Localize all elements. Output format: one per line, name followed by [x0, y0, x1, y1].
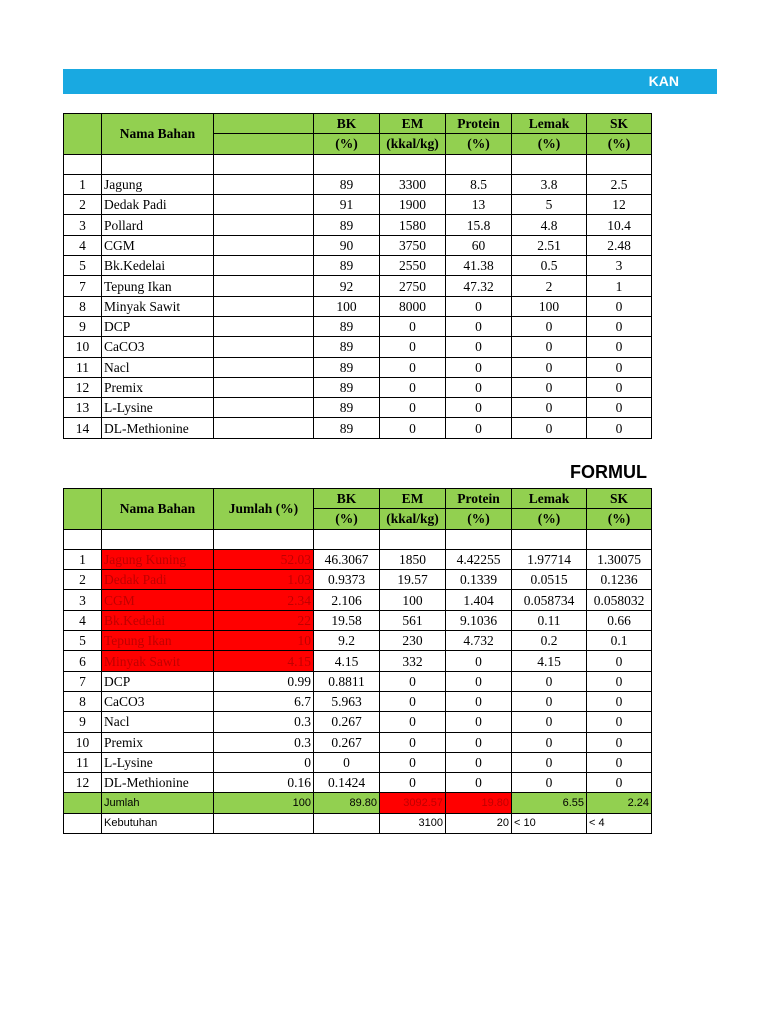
table-row [64, 337, 652, 357]
cell-sk: 0 [587, 418, 652, 438]
cell-protein: 0 [446, 752, 512, 772]
cell-jumlah: 1.03 [214, 570, 314, 590]
cell-lemak: 4.15 [512, 651, 587, 671]
header-blank [214, 134, 314, 154]
cell-sk: 0 [587, 712, 652, 732]
cell-sk: 0 [587, 671, 652, 691]
cell-no: 1 [64, 549, 102, 569]
kebutuhan-protein: 20 [446, 813, 512, 833]
cell-no: 12 [64, 377, 102, 397]
unit-protein: (%) [446, 134, 512, 154]
table-row [64, 732, 652, 752]
cell-bk: 0.1424 [314, 773, 380, 793]
cell-bk: 89 [314, 337, 380, 357]
cell-sk: 0 [587, 773, 652, 793]
cell-nama-bahan: DL-Methionine [102, 418, 214, 438]
cell-jumlah: 0 [214, 752, 314, 772]
cell-no: 4 [64, 610, 102, 630]
cell-em: 8000 [380, 296, 446, 316]
cell-sk: 0 [587, 357, 652, 377]
table-row [64, 773, 652, 793]
unit-sk: (%) [587, 509, 652, 529]
cell-no: 6 [64, 651, 102, 671]
table-row [64, 296, 652, 316]
kebutuhan-row [64, 813, 652, 833]
cell-sk: 0.058032 [587, 590, 652, 610]
cell-sk: 0 [587, 651, 652, 671]
cell-em: 1850 [380, 549, 446, 569]
cell-blank [64, 813, 102, 833]
table-row [64, 195, 652, 215]
cell-bk: 89 [314, 398, 380, 418]
cell-blank [214, 418, 314, 438]
cell-lemak: 0.11 [512, 610, 587, 630]
table-row [64, 215, 652, 235]
cell-em: 1580 [380, 215, 446, 235]
table-row [64, 357, 652, 377]
table-row [64, 651, 652, 671]
cell-sk: 0 [587, 316, 652, 336]
cell-sk: 1.30075 [587, 549, 652, 569]
cell-no: 11 [64, 752, 102, 772]
cell-nama-bahan: DCP [102, 671, 214, 691]
cell-bk: 91 [314, 195, 380, 215]
cell-lemak: 5 [512, 195, 587, 215]
empty-row [64, 154, 652, 174]
cell-bk: 89 [314, 418, 380, 438]
cell-lemak: 0.2 [512, 631, 587, 651]
cell-sk: 0.1 [587, 631, 652, 651]
header-em: EM [380, 114, 446, 134]
cell-lemak: 0 [512, 752, 587, 772]
cell-protein: 60 [446, 235, 512, 255]
cell-bk: 46.3067 [314, 549, 380, 569]
header-no [64, 489, 102, 530]
header-sk: SK [587, 114, 652, 134]
cell-nama-bahan: L-Lysine [102, 752, 214, 772]
formulation-table [63, 488, 652, 834]
cell-jumlah: 0.3 [214, 712, 314, 732]
cell-nama-bahan: CaCO3 [102, 337, 214, 357]
cell-protein: 0.1339 [446, 570, 512, 590]
cell-lemak: 0 [512, 712, 587, 732]
cell-sk: 2.48 [587, 235, 652, 255]
table-row [64, 256, 652, 276]
cell-no: 9 [64, 316, 102, 336]
cell-em: 0 [380, 398, 446, 418]
cell-protein: 9.1036 [446, 610, 512, 630]
cell-nama-bahan: Jagung [102, 174, 214, 194]
cell-em: 0 [380, 752, 446, 772]
cell-nama-bahan: DCP [102, 316, 214, 336]
cell-blank [214, 813, 314, 833]
cell-protein: 0 [446, 377, 512, 397]
cell-bk: 5.963 [314, 691, 380, 711]
cell-blank [214, 235, 314, 255]
cell-no: 2 [64, 195, 102, 215]
cell-bk: 0.8811 [314, 671, 380, 691]
cell-lemak: 0.058734 [512, 590, 587, 610]
cell-em: 1900 [380, 195, 446, 215]
cell-em: 19.57 [380, 570, 446, 590]
cell-blank [214, 276, 314, 296]
cell-no: 5 [64, 631, 102, 651]
cell-sk: 0.1236 [587, 570, 652, 590]
cell-no: 13 [64, 398, 102, 418]
cell-protein: 0 [446, 712, 512, 732]
cell-protein: 41.38 [446, 256, 512, 276]
cell-jumlah: 52.03 [214, 549, 314, 569]
header-protein: Protein [446, 114, 512, 134]
unit-protein: (%) [446, 509, 512, 529]
cell-protein: 4.42255 [446, 549, 512, 569]
cell-lemak: 0.5 [512, 256, 587, 276]
total-protein: 19.80 [446, 793, 512, 813]
cell-protein: 4.732 [446, 631, 512, 651]
cell-bk: 19.58 [314, 610, 380, 630]
cell-lemak: 3.8 [512, 174, 587, 194]
cell-bk: 89 [314, 174, 380, 194]
cell-no: 7 [64, 671, 102, 691]
cell-nama-bahan: Premix [102, 732, 214, 752]
cell-sk: 0 [587, 296, 652, 316]
cell-jumlah: 10 [214, 631, 314, 651]
cell-em: 3300 [380, 174, 446, 194]
total-label: Jumlah [102, 793, 214, 813]
cell-bk: 92 [314, 276, 380, 296]
cell-bk: 89 [314, 357, 380, 377]
cell-protein: 0 [446, 418, 512, 438]
cell-lemak: 0 [512, 337, 587, 357]
header-bk: BK [314, 114, 380, 134]
cell-sk: 0 [587, 377, 652, 397]
cell-nama-bahan: Nacl [102, 712, 214, 732]
header-lemak: Lemak [512, 114, 587, 134]
cell-protein: 0 [446, 296, 512, 316]
cell-em: 3750 [380, 235, 446, 255]
cell-lemak: 0 [512, 316, 587, 336]
cell-lemak: 0 [512, 377, 587, 397]
cell-protein: 47.32 [446, 276, 512, 296]
unit-lemak: (%) [512, 134, 587, 154]
cell-lemak: 0 [512, 418, 587, 438]
cell-nama-bahan: Minyak Sawit [102, 296, 214, 316]
cell-blank [214, 337, 314, 357]
cell-jumlah: 6.7 [214, 691, 314, 711]
unit-em: (kkal/kg) [380, 509, 446, 529]
cell-bk: 90 [314, 235, 380, 255]
cell-lemak: 0 [512, 398, 587, 418]
cell-nama-bahan: Bk.Kedelai [102, 610, 214, 630]
cell-blank [314, 813, 380, 833]
cell-nama-bahan: Bk.Kedelai [102, 256, 214, 276]
cell-em: 561 [380, 610, 446, 630]
table-row [64, 316, 652, 336]
cell-no: 2 [64, 570, 102, 590]
cell-em: 0 [380, 357, 446, 377]
header-lemak: Lemak [512, 489, 587, 509]
header-em: EM [380, 489, 446, 509]
table-header-row [64, 114, 652, 134]
cell-em: 0 [380, 337, 446, 357]
cell-protein: 0 [446, 773, 512, 793]
cell-em: 0 [380, 316, 446, 336]
cell-blank [214, 174, 314, 194]
total-jumlah: 100 [214, 793, 314, 813]
cell-lemak: 0 [512, 732, 587, 752]
header-blank [214, 114, 314, 134]
cell-lemak: 0 [512, 691, 587, 711]
table-row [64, 610, 652, 630]
cell-no: 3 [64, 590, 102, 610]
cell-em: 100 [380, 590, 446, 610]
table-row [64, 712, 652, 732]
cell-em: 2750 [380, 276, 446, 296]
ingredient-table [63, 113, 652, 439]
cell-em: 0 [380, 712, 446, 732]
cell-bk: 9.2 [314, 631, 380, 651]
cell-lemak: 4.8 [512, 215, 587, 235]
section-title-formulasi: FORMUL [570, 462, 647, 482]
cell-em: 0 [380, 691, 446, 711]
kebutuhan-label: Kebutuhan [102, 813, 214, 833]
cell-no: 1 [64, 174, 102, 194]
total-sk: 2.24 [587, 793, 652, 813]
cell-protein: 0 [446, 398, 512, 418]
cell-protein: 0 [446, 337, 512, 357]
cell-sk: 2.5 [587, 174, 652, 194]
cell-em: 2550 [380, 256, 446, 276]
cell-nama-bahan: Tepung Ikan [102, 276, 214, 296]
cell-no: 8 [64, 691, 102, 711]
cell-protein: 0 [446, 651, 512, 671]
cell-protein: 13 [446, 195, 512, 215]
cell-sk: 0 [587, 691, 652, 711]
cell-protein: 0 [446, 671, 512, 691]
unit-bk: (%) [314, 509, 380, 529]
header-protein: Protein [446, 489, 512, 509]
header-nama-bahan: Nama Bahan [102, 489, 214, 530]
cell-nama-bahan: Dedak Padi [102, 570, 214, 590]
cell-protein: 15.8 [446, 215, 512, 235]
unit-bk: (%) [314, 134, 380, 154]
cell-lemak: 1.97714 [512, 549, 587, 569]
cell-lemak: 0 [512, 671, 587, 691]
cell-nama-bahan: Pollard [102, 215, 214, 235]
cell-blank [214, 195, 314, 215]
kebutuhan-em: 3100 [380, 813, 446, 833]
cell-em: 230 [380, 631, 446, 651]
cell-nama-bahan: Tepung Ikan [102, 631, 214, 651]
cell-nama-bahan: CGM [102, 590, 214, 610]
cell-no: 9 [64, 712, 102, 732]
cell-bk: 0 [314, 752, 380, 772]
cell-bk: 100 [314, 296, 380, 316]
cell-sk: 0 [587, 398, 652, 418]
cell-protein: 8.5 [446, 174, 512, 194]
cell-bk: 0.267 [314, 732, 380, 752]
cell-bk: 89 [314, 215, 380, 235]
table-row [64, 235, 652, 255]
cell-em: 332 [380, 651, 446, 671]
cell-jumlah: 4.15 [214, 651, 314, 671]
cell-jumlah: 0.16 [214, 773, 314, 793]
cell-no: 14 [64, 418, 102, 438]
kebutuhan-lemak: < 10 [512, 813, 587, 833]
cell-no: 11 [64, 357, 102, 377]
cell-no: 10 [64, 732, 102, 752]
cell-sk: 0 [587, 752, 652, 772]
cell-em: 0 [380, 773, 446, 793]
unit-lemak: (%) [512, 509, 587, 529]
cell-bk: 89 [314, 377, 380, 397]
cell-no: 3 [64, 215, 102, 235]
cell-protein: 1.404 [446, 590, 512, 610]
cell-blank [214, 398, 314, 418]
title-banner [63, 69, 717, 94]
cell-jumlah: 22 [214, 610, 314, 630]
cell-blank [214, 316, 314, 336]
cell-sk: 10.4 [587, 215, 652, 235]
total-bk: 89.80 [314, 793, 380, 813]
cell-lemak: 2.51 [512, 235, 587, 255]
cell-blank [214, 357, 314, 377]
cell-protein: 0 [446, 732, 512, 752]
header-no [64, 114, 102, 155]
cell-no: 8 [64, 296, 102, 316]
cell-protein: 0 [446, 691, 512, 711]
cell-bk: 4.15 [314, 651, 380, 671]
table-row [64, 570, 652, 590]
table-row [64, 590, 652, 610]
cell-bk: 0.9373 [314, 570, 380, 590]
cell-bk: 0.267 [314, 712, 380, 732]
cell-sk: 0 [587, 732, 652, 752]
cell-nama-bahan: Jagung Kuning [102, 549, 214, 569]
total-em: 3092.57 [380, 793, 446, 813]
cell-nama-bahan: Nacl [102, 357, 214, 377]
cell-sk: 1 [587, 276, 652, 296]
cell-bk: 89 [314, 256, 380, 276]
cell-nama-bahan: Premix [102, 377, 214, 397]
cell-nama-bahan: L-Lysine [102, 398, 214, 418]
cell-no: 5 [64, 256, 102, 276]
cell-nama-bahan: CGM [102, 235, 214, 255]
cell-no: 4 [64, 235, 102, 255]
cell-sk: 0 [587, 337, 652, 357]
cell-blank [214, 256, 314, 276]
table-row [64, 752, 652, 772]
table-row [64, 549, 652, 569]
cell-no: 10 [64, 337, 102, 357]
cell-em: 0 [380, 732, 446, 752]
cell-em: 0 [380, 377, 446, 397]
cell-lemak: 100 [512, 296, 587, 316]
table-row [64, 691, 652, 711]
unit-sk: (%) [587, 134, 652, 154]
cell-nama-bahan: Dedak Padi [102, 195, 214, 215]
cell-em: 0 [380, 418, 446, 438]
header-bk: BK [314, 489, 380, 509]
cell-blank [214, 215, 314, 235]
cell-sk: 3 [587, 256, 652, 276]
cell-sk: 12 [587, 195, 652, 215]
header-sk: SK [587, 489, 652, 509]
table-row [64, 631, 652, 651]
empty-row [64, 529, 652, 549]
cell-jumlah: 2.34 [214, 590, 314, 610]
cell-no: 7 [64, 276, 102, 296]
table-row [64, 276, 652, 296]
total-lemak: 6.55 [512, 793, 587, 813]
table-row [64, 377, 652, 397]
cell-jumlah: 0.99 [214, 671, 314, 691]
header-nama-bahan: Nama Bahan [102, 114, 214, 155]
cell-lemak: 0.0515 [512, 570, 587, 590]
cell-protein: 0 [446, 357, 512, 377]
cell-lemak: 0 [512, 773, 587, 793]
cell-no: 12 [64, 773, 102, 793]
cell-lemak: 0 [512, 357, 587, 377]
banner-title: KAN [648, 73, 679, 89]
table-header-row [64, 489, 652, 509]
header-jumlah: Jumlah (%) [214, 489, 314, 530]
cell-sk: 0.66 [587, 610, 652, 630]
cell-protein: 0 [446, 316, 512, 336]
cell-blank [64, 793, 102, 813]
cell-nama-bahan: CaCO3 [102, 691, 214, 711]
table-row [64, 174, 652, 194]
total-row [64, 793, 652, 813]
cell-blank [214, 377, 314, 397]
cell-nama-bahan: DL-Methionine [102, 773, 214, 793]
cell-jumlah: 0.3 [214, 732, 314, 752]
cell-lemak: 2 [512, 276, 587, 296]
cell-nama-bahan: Minyak Sawit [102, 651, 214, 671]
table-row [64, 671, 652, 691]
table-row [64, 418, 652, 438]
cell-bk: 89 [314, 316, 380, 336]
cell-em: 0 [380, 671, 446, 691]
cell-blank [214, 296, 314, 316]
unit-em: (kkal/kg) [380, 134, 446, 154]
cell-bk: 2.106 [314, 590, 380, 610]
kebutuhan-sk: < 4 [587, 813, 652, 833]
table-row [64, 398, 652, 418]
